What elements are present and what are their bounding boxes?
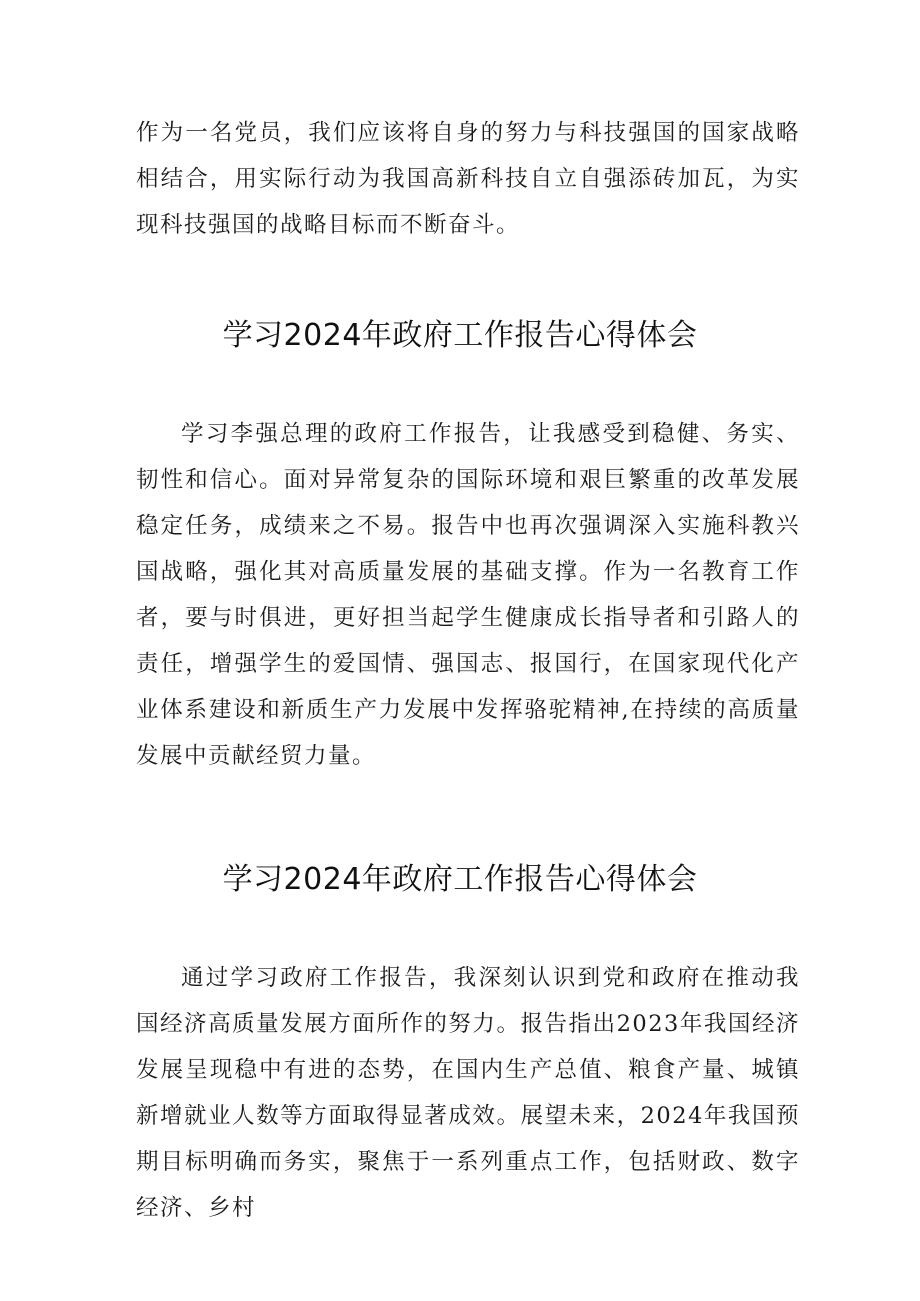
body-paragraph-2: 学习李强总理的政府工作报告，让我感受到稳健、务实、韧性和信心。面对异常复杂的国际环境和艰巨繁重的改革发展稳定任务，成绩来之不易。报告中也再次强调深入实施科教兴国战略，强化其对高质量发展的基础支撑。作为一名教育工作者，要与时俱进，更好担当起学生健康成长指导者和引路人的责任，增强学生的爱国情、强国志、报国行，在国家现代化产业体系建设和新质生产力发展中发挥骆驼精神,在持续的高质量发展中贡献经贸力量。: [136, 421, 800, 769]
section-heading-1: 学习2024年政府工作报告心得体会: [222, 318, 698, 353]
section-heading-2: 学习2024年政府工作报告心得体会: [222, 862, 698, 897]
body-paragraph-1: 作为一名党员，我们应该将自身的努力与科技强国的国家战略相结合，用实际行动为我国高新科技自立自强添砖加瓦，为实现科技强国的战略目标而不断奋斗。: [136, 120, 800, 238]
body-paragraph-3: 通过学习政府工作报告，我深刻认识到党和政府在推动我国经济高质量发展方面所作的努力。报告指出2023年我国经济发展呈现稳中有进的态势，在国内生产总值、粮食产量、城镇新增就业人数等方面取得显著成效。展望未来，2024年我国预期目标明确而务实，聚焦于一系列重点工作，包括财政、数字经济、乡村: [136, 965, 800, 1221]
